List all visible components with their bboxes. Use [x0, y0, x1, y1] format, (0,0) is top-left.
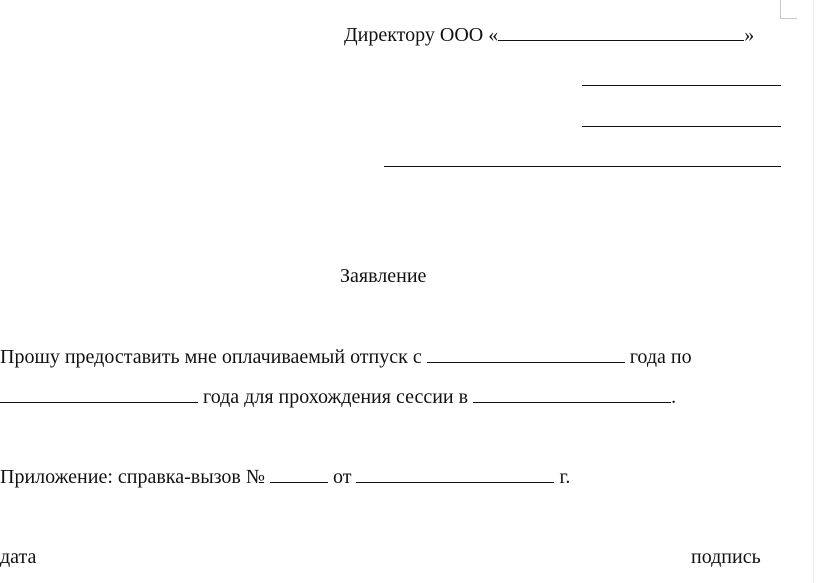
- year-to-text: года по: [629, 346, 692, 368]
- page-corner-mark: [780, 0, 797, 19]
- date-label: дата: [0, 546, 37, 568]
- body-line-1: [0, 344, 692, 369]
- certificate-date-blank: [356, 464, 554, 483]
- certificate-number-blank: [270, 464, 328, 483]
- from-word: от: [332, 466, 352, 488]
- company-name-blank: [498, 22, 744, 41]
- attachment-label: Приложение: справка-вызов №: [0, 466, 265, 488]
- position-blank: [582, 85, 781, 86]
- start-date-blank: [427, 344, 625, 363]
- attachment-line: [0, 464, 570, 489]
- signature-label: подпись: [691, 546, 761, 568]
- leave-request-text: Прошу предоставить мне оплачиваемый отпуск с: [0, 346, 422, 368]
- year-abbr: г.: [559, 466, 571, 488]
- name-blank: [582, 126, 781, 127]
- addressee-line: [344, 22, 754, 47]
- page-edge: [813, 0, 814, 583]
- body-line-2: [0, 384, 676, 409]
- addressee-prefix: Директору ООО «: [344, 24, 499, 46]
- document-title: Заявление: [340, 265, 427, 287]
- addressee-suffix: »: [744, 24, 755, 46]
- session-purpose-text: года для прохождения сессии в: [203, 386, 469, 408]
- end-date-blank: [0, 384, 198, 403]
- applicant-blank: [384, 166, 781, 167]
- period-mark: .: [671, 386, 677, 408]
- institution-blank: [473, 384, 671, 403]
